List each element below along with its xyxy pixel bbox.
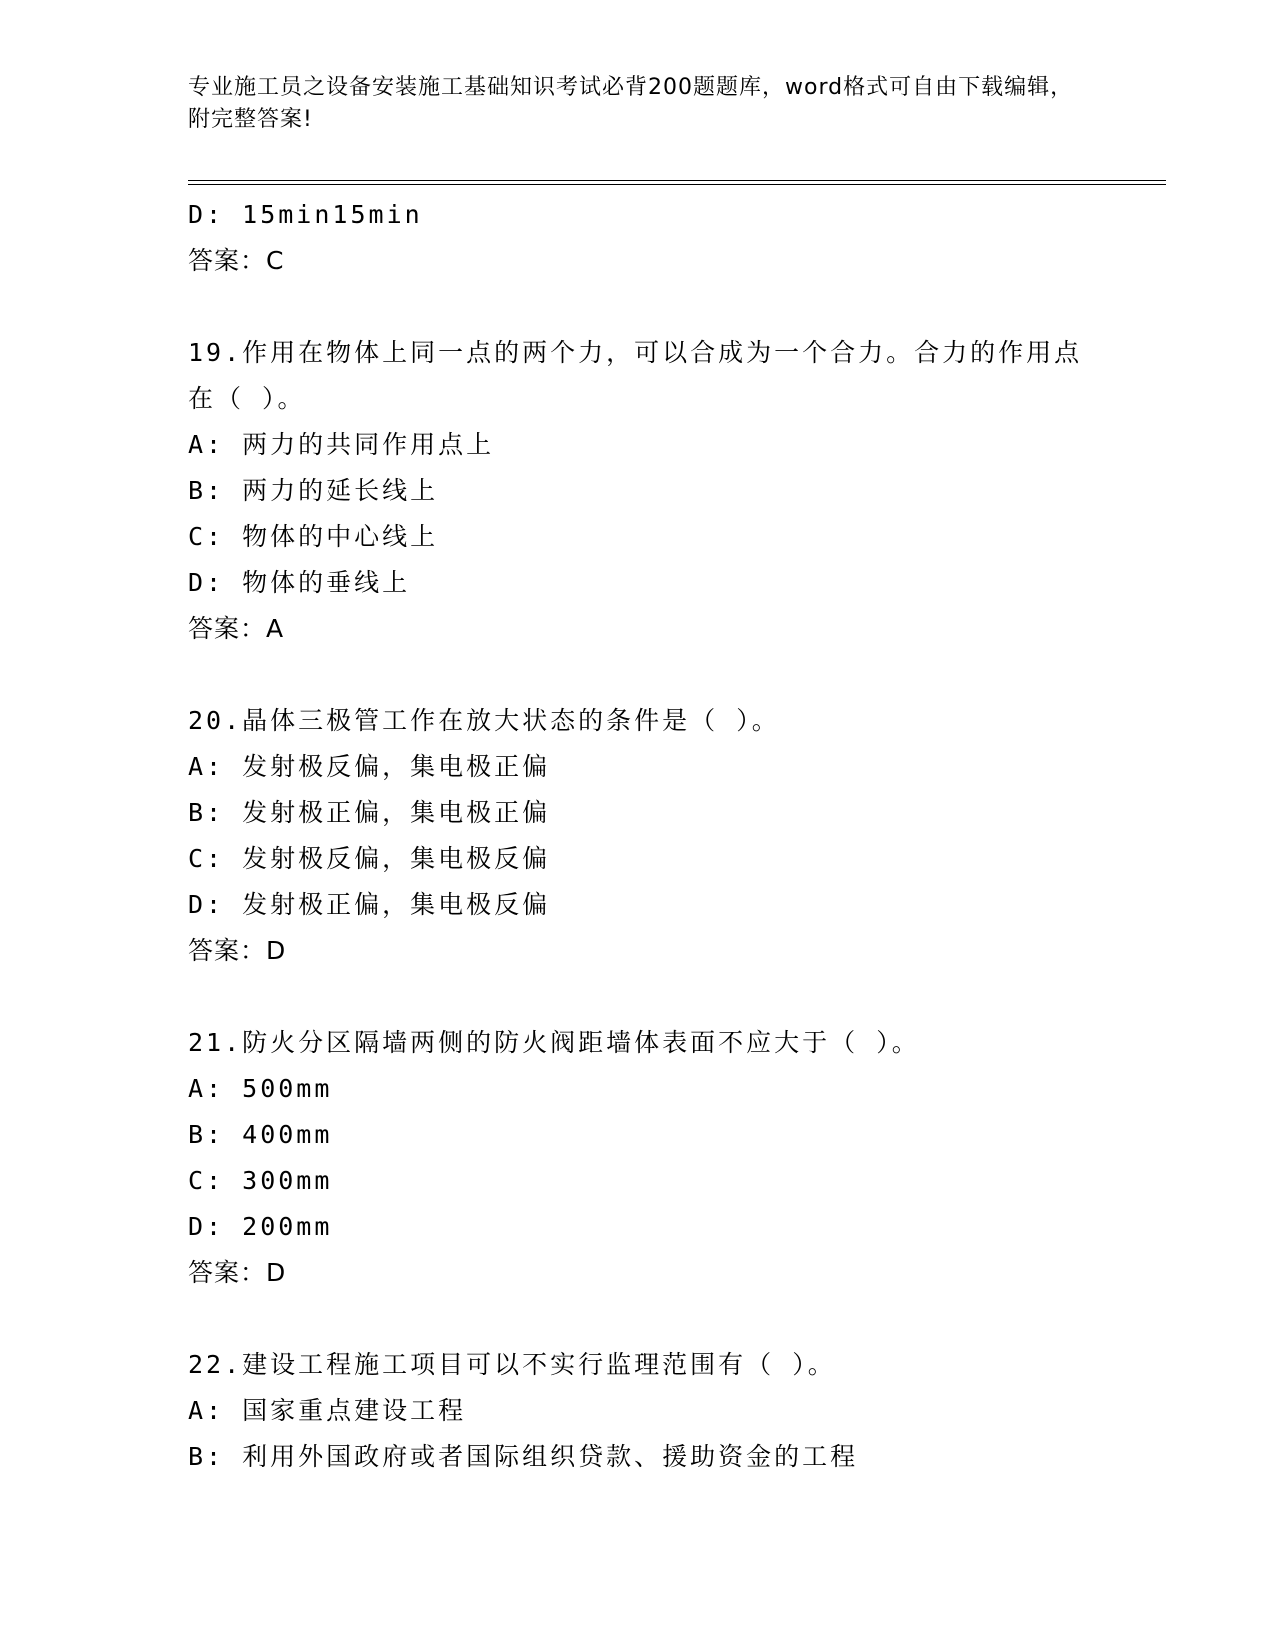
question-21: [188, 1020, 1128, 1296]
header-divider-top: [188, 180, 1166, 181]
answer-line: 答案：D: [188, 936, 287, 965]
option-a: A: 发射极反偏，集电极正偏: [188, 752, 551, 781]
header-divider-bottom: [188, 184, 1166, 185]
question-19: [188, 330, 1128, 652]
spacer: [188, 284, 1128, 330]
option-d: D: 发射极正偏，集电极反偏: [188, 890, 551, 919]
spacer: [188, 974, 1128, 1020]
answer-line: 答案：C: [188, 246, 285, 275]
answer-line: 答案：A: [188, 614, 285, 643]
question-stem: 22.建设工程施工项目可以不实行监理范围有（ ）。: [188, 1350, 836, 1379]
option-a: A: 两力的共同作用点上: [188, 430, 495, 459]
option-b: B: 利用外国政府或者国际组织贷款、援助资金的工程: [188, 1442, 859, 1471]
question-stem: 20.晶体三极管工作在放大状态的条件是（ ）。: [188, 706, 780, 735]
option-c: C: 300mm: [188, 1166, 333, 1195]
option-c: C: 物体的中心线上: [188, 522, 439, 551]
question-20: [188, 698, 1128, 974]
option-d: D: 200mm: [188, 1212, 333, 1241]
document-header: 专业施工员之设备安装施工基础知识考试必背200题题库，word格式可自由下载编辑，附完整答案!: [188, 75, 1074, 132]
spacer: [188, 652, 1128, 698]
option-a: A: 500mm: [188, 1074, 333, 1103]
option-d: D: 15min15min: [188, 200, 423, 229]
option-d: D: 物体的垂线上: [188, 568, 411, 597]
option-b: B: 两力的延长线上: [188, 476, 439, 505]
spacer: [188, 1296, 1128, 1342]
option-a: A: 国家重点建设工程: [188, 1396, 467, 1425]
option-b: B: 发射极正偏，集电极正偏: [188, 798, 551, 827]
option-b: B: 400mm: [188, 1120, 333, 1149]
question-stem: 19.作用在物体上同一点的两个力，可以合成为一个合力。合力的作用点在（ ）。: [188, 338, 1083, 413]
document-body: [188, 192, 1128, 1480]
question-22: [188, 1342, 1128, 1480]
option-c: C: 发射极反偏，集电极反偏: [188, 844, 551, 873]
question-stem: 21.防火分区隔墙两侧的防火阀距墙体表面不应大于（ ）。: [188, 1028, 920, 1057]
answer-line: 答案：D: [188, 1258, 287, 1287]
